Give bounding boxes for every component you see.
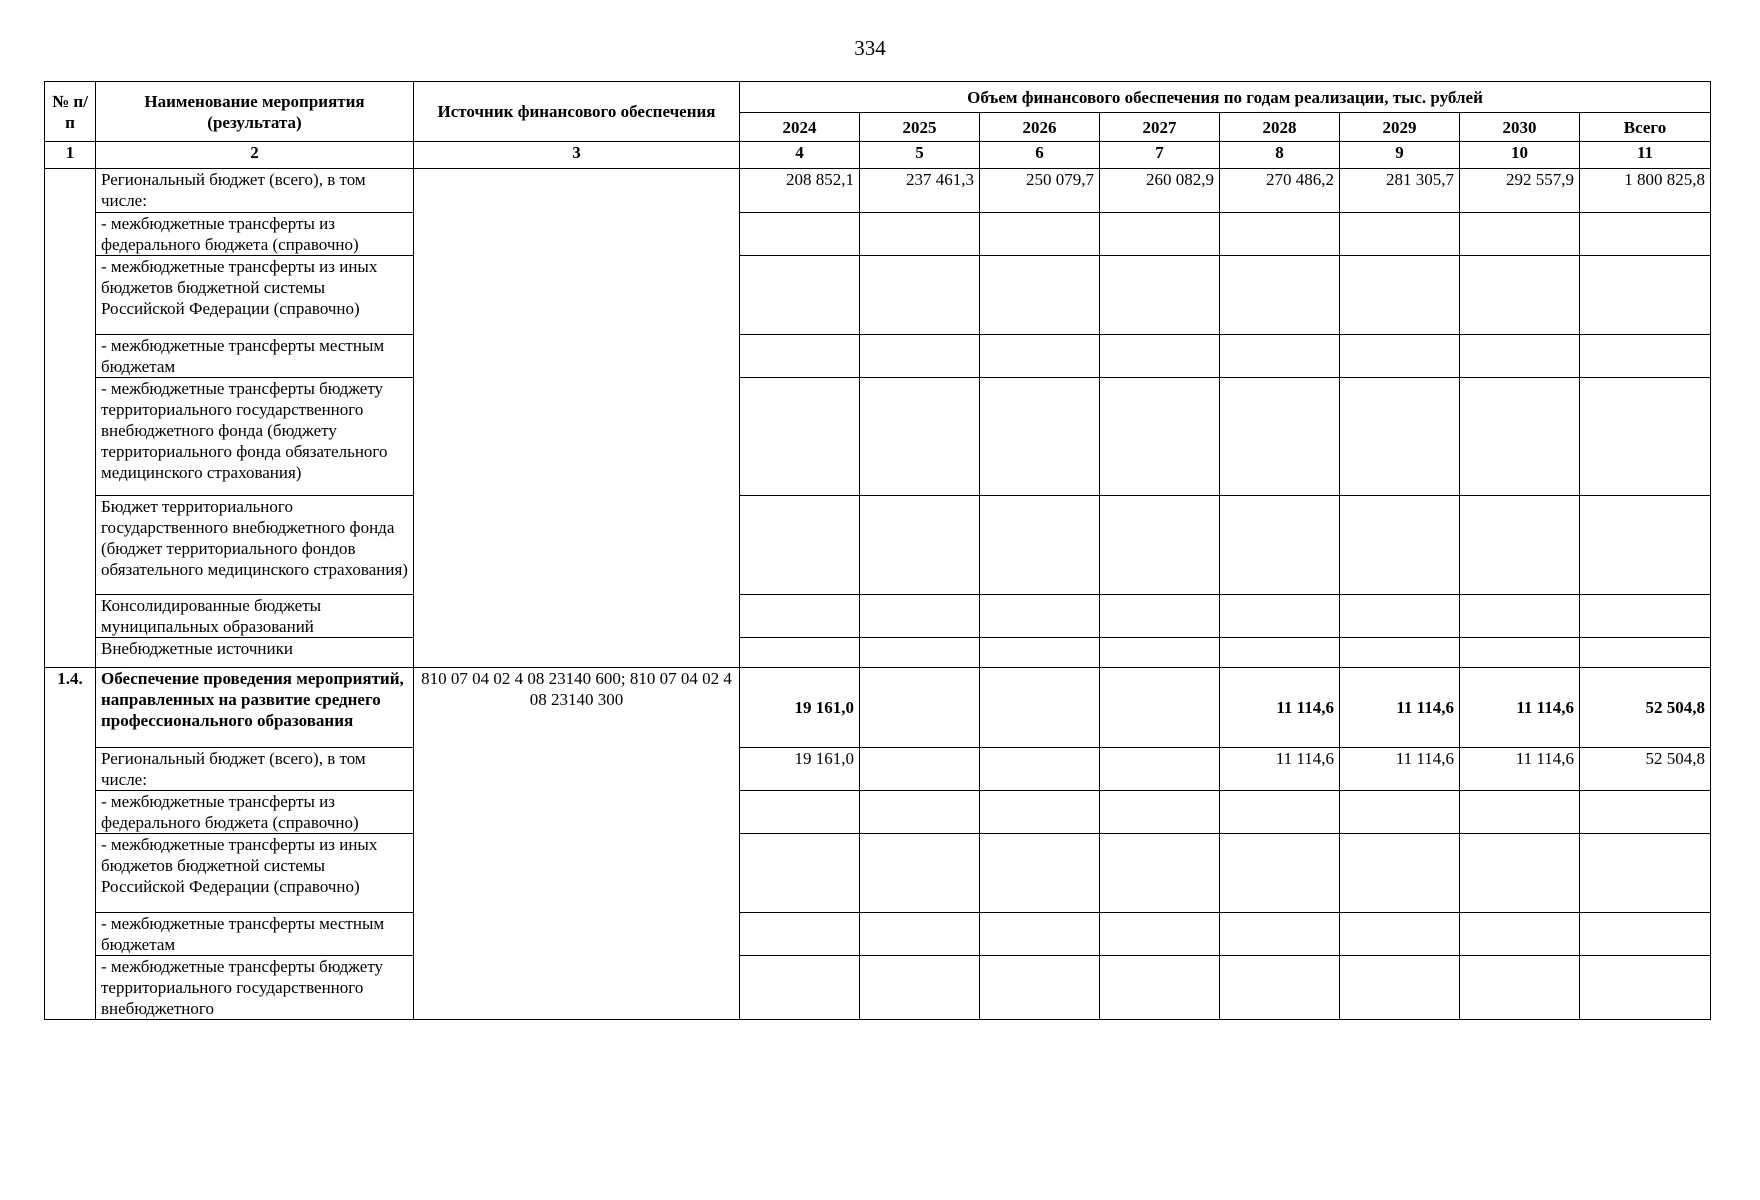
value-cell — [1580, 595, 1711, 638]
value-cell — [980, 496, 1100, 595]
value-cell — [1580, 335, 1711, 378]
value-cell — [1460, 335, 1580, 378]
value-cell — [1100, 335, 1220, 378]
table-body — [45, 169, 1711, 1020]
funding-source: 810 07 04 02 4 08 23140 600; 810 07 04 02 4 08 23140 300 — [414, 668, 740, 1020]
value-cell: 52 504,8 — [1580, 748, 1711, 791]
column-number: 1 — [45, 142, 96, 169]
column-number: 6 — [980, 142, 1100, 169]
value-cell — [1460, 956, 1580, 1020]
value-cell — [980, 213, 1100, 256]
page-number: 334 — [854, 36, 886, 60]
value-cell — [980, 335, 1100, 378]
value-cell: 208 852,1 — [740, 169, 860, 213]
value-cell — [740, 595, 860, 638]
column-numbers-row — [45, 142, 1711, 169]
row-name: Бюджет территориального государственного внебюджетного фонда (бюджет территориального фондов обязательного медицинского страхования) — [96, 496, 414, 595]
value-cell — [1220, 913, 1340, 956]
value-cell: 52 504,8 — [1580, 668, 1711, 748]
header-row — [45, 82, 1711, 113]
value-cell — [1460, 595, 1580, 638]
value-cell — [1100, 748, 1220, 791]
column-number: 3 — [414, 142, 740, 169]
value-cell — [860, 791, 980, 834]
column-number: 5 — [860, 142, 980, 169]
value-cell: 237 461,3 — [860, 169, 980, 213]
table-row — [45, 595, 1711, 638]
value-cell: 11 114,6 — [1220, 748, 1340, 791]
value-cell — [1460, 791, 1580, 834]
row-name: Региональный бюджет (всего), в том числе: — [96, 169, 414, 213]
column-number: 11 — [1580, 142, 1711, 169]
value-cell — [740, 378, 860, 496]
value-cell — [1340, 335, 1460, 378]
value-cell — [980, 913, 1100, 956]
financing-table — [44, 81, 1711, 1020]
value-cell — [980, 595, 1100, 638]
value-cell: 281 305,7 — [1340, 169, 1460, 213]
value-cell — [1580, 913, 1711, 956]
column-number: 9 — [1340, 142, 1460, 169]
value-cell — [1220, 213, 1340, 256]
row-name: Обеспечение проведения мероприятий, направленных на развитие среднего профессионального образования — [96, 668, 414, 748]
value-cell: 11 114,6 — [1460, 668, 1580, 748]
value-cell — [1100, 638, 1220, 668]
value-cell — [860, 668, 980, 748]
value-cell — [1460, 256, 1580, 335]
row-number: 1.4. — [45, 668, 96, 1020]
value-cell: 11 114,6 — [1220, 668, 1340, 748]
value-cell — [1580, 496, 1711, 595]
column-number: 7 — [1100, 142, 1220, 169]
value-cell — [1220, 496, 1340, 595]
value-cell — [1340, 595, 1460, 638]
table-row — [45, 335, 1711, 378]
value-cell — [1460, 834, 1580, 913]
value-cell — [980, 256, 1100, 335]
value-cell — [1220, 256, 1340, 335]
table-row — [45, 496, 1711, 595]
value-cell — [1580, 638, 1711, 668]
value-cell — [860, 335, 980, 378]
column-number: 8 — [1220, 142, 1340, 169]
value-cell — [1580, 791, 1711, 834]
value-cell — [1340, 213, 1460, 256]
value-cell — [1340, 834, 1460, 913]
value-cell: 19 161,0 — [740, 748, 860, 791]
header-number: № п/п — [45, 82, 96, 142]
value-cell — [1220, 335, 1340, 378]
value-cell — [1100, 913, 1220, 956]
header-year: 2030 — [1460, 113, 1580, 142]
table-row — [45, 834, 1711, 913]
value-cell — [860, 956, 980, 1020]
header-total: Всего — [1580, 113, 1711, 142]
table-row — [45, 791, 1711, 834]
value-cell — [1100, 256, 1220, 335]
value-cell — [1100, 213, 1220, 256]
value-cell — [740, 213, 860, 256]
row-name: Внебюджетные источники — [96, 638, 414, 668]
table-row — [45, 256, 1711, 335]
value-cell — [860, 595, 980, 638]
value-cell — [1460, 496, 1580, 595]
row-name: - межбюджетные трансферты местным бюджетам — [96, 335, 414, 378]
value-cell — [1340, 956, 1460, 1020]
value-cell — [980, 638, 1100, 668]
header-year: 2024 — [740, 113, 860, 142]
row-name: - межбюджетные трансферты из федерального бюджета (справочно) — [96, 791, 414, 834]
row-name: - межбюджетные трансферты бюджету территориального государственного внебюджетного фонда (бюджету территориального фонда обязательного медицинского страхования) — [96, 378, 414, 496]
column-number: 4 — [740, 142, 860, 169]
value-cell: 250 079,7 — [980, 169, 1100, 213]
value-cell — [1460, 378, 1580, 496]
row-name: - межбюджетные трансферты из иных бюджетов бюджетной системы Российской Федерации (справочно) — [96, 834, 414, 913]
value-cell — [860, 638, 980, 668]
value-cell: 270 486,2 — [1220, 169, 1340, 213]
table-row — [45, 748, 1711, 791]
header-volume: Объем финансового обеспечения по годам реализации, тыс. рублей — [740, 82, 1711, 113]
value-cell — [1220, 595, 1340, 638]
row-name: - межбюджетные трансферты из иных бюджетов бюджетной системы Российской Федерации (справочно) — [96, 256, 414, 335]
value-cell — [1220, 956, 1340, 1020]
table-row — [45, 668, 1711, 748]
value-cell — [980, 956, 1100, 1020]
value-cell — [1580, 834, 1711, 913]
header-year: 2026 — [980, 113, 1100, 142]
value-cell — [740, 834, 860, 913]
table-row — [45, 956, 1711, 1020]
value-cell — [1340, 638, 1460, 668]
value-cell — [980, 668, 1100, 748]
value-cell — [740, 638, 860, 668]
value-cell — [980, 378, 1100, 496]
value-cell — [1340, 378, 1460, 496]
value-cell — [860, 496, 980, 595]
value-cell — [1100, 595, 1220, 638]
value-cell — [1460, 213, 1580, 256]
value-cell: 1 800 825,8 — [1580, 169, 1711, 213]
value-cell: 260 082,9 — [1100, 169, 1220, 213]
value-cell: 11 114,6 — [1340, 668, 1460, 748]
header-year: 2027 — [1100, 113, 1220, 142]
value-cell — [1580, 378, 1711, 496]
value-cell — [1100, 956, 1220, 1020]
value-cell — [860, 913, 980, 956]
value-cell — [740, 256, 860, 335]
row-number — [45, 169, 96, 668]
value-cell — [1100, 496, 1220, 595]
column-number: 10 — [1460, 142, 1580, 169]
header-name: Наименование мероприятия (результата) — [96, 82, 414, 142]
row-name: Консолидированные бюджеты муниципальных образований — [96, 595, 414, 638]
value-cell — [860, 256, 980, 335]
value-cell — [860, 834, 980, 913]
value-cell — [740, 956, 860, 1020]
value-cell — [1100, 791, 1220, 834]
value-cell — [1580, 213, 1711, 256]
value-cell — [1220, 378, 1340, 496]
value-cell — [1100, 834, 1220, 913]
value-cell — [1220, 834, 1340, 913]
value-cell — [1220, 638, 1340, 668]
value-cell — [980, 791, 1100, 834]
value-cell: 292 557,9 — [1460, 169, 1580, 213]
value-cell — [1580, 956, 1711, 1020]
value-cell — [980, 748, 1100, 791]
table-row — [45, 378, 1711, 496]
row-name: Региональный бюджет (всего), в том числе: — [96, 748, 414, 791]
table-row — [45, 169, 1711, 213]
value-cell — [740, 335, 860, 378]
value-cell — [740, 913, 860, 956]
header-year: 2025 — [860, 113, 980, 142]
column-number: 2 — [96, 142, 414, 169]
value-cell — [860, 748, 980, 791]
value-cell — [1340, 496, 1460, 595]
header-year: 2029 — [1340, 113, 1460, 142]
value-cell — [1340, 913, 1460, 956]
value-cell — [1100, 378, 1220, 496]
value-cell — [980, 834, 1100, 913]
table-row — [45, 913, 1711, 956]
value-cell: 11 114,6 — [1460, 748, 1580, 791]
value-cell — [1340, 256, 1460, 335]
value-cell — [860, 378, 980, 496]
value-cell — [740, 496, 860, 595]
value-cell — [860, 213, 980, 256]
value-cell — [1460, 913, 1580, 956]
value-cell — [1100, 668, 1220, 748]
row-name: - межбюджетные трансферты бюджету территориального государственного внебюджетного — [96, 956, 414, 1020]
row-name: - межбюджетные трансферты из федерального бюджета (справочно) — [96, 213, 414, 256]
value-cell — [1220, 791, 1340, 834]
value-cell: 11 114,6 — [1340, 748, 1460, 791]
value-cell — [1340, 791, 1460, 834]
value-cell — [740, 791, 860, 834]
table-row — [45, 638, 1711, 668]
value-cell — [1460, 638, 1580, 668]
value-cell: 19 161,0 — [740, 668, 860, 748]
row-name: - межбюджетные трансферты местным бюджетам — [96, 913, 414, 956]
header-source: Источник финансового обеспечения — [414, 82, 740, 142]
value-cell — [1580, 256, 1711, 335]
header-year: 2028 — [1220, 113, 1340, 142]
table-row — [45, 213, 1711, 256]
funding-source — [414, 169, 740, 668]
